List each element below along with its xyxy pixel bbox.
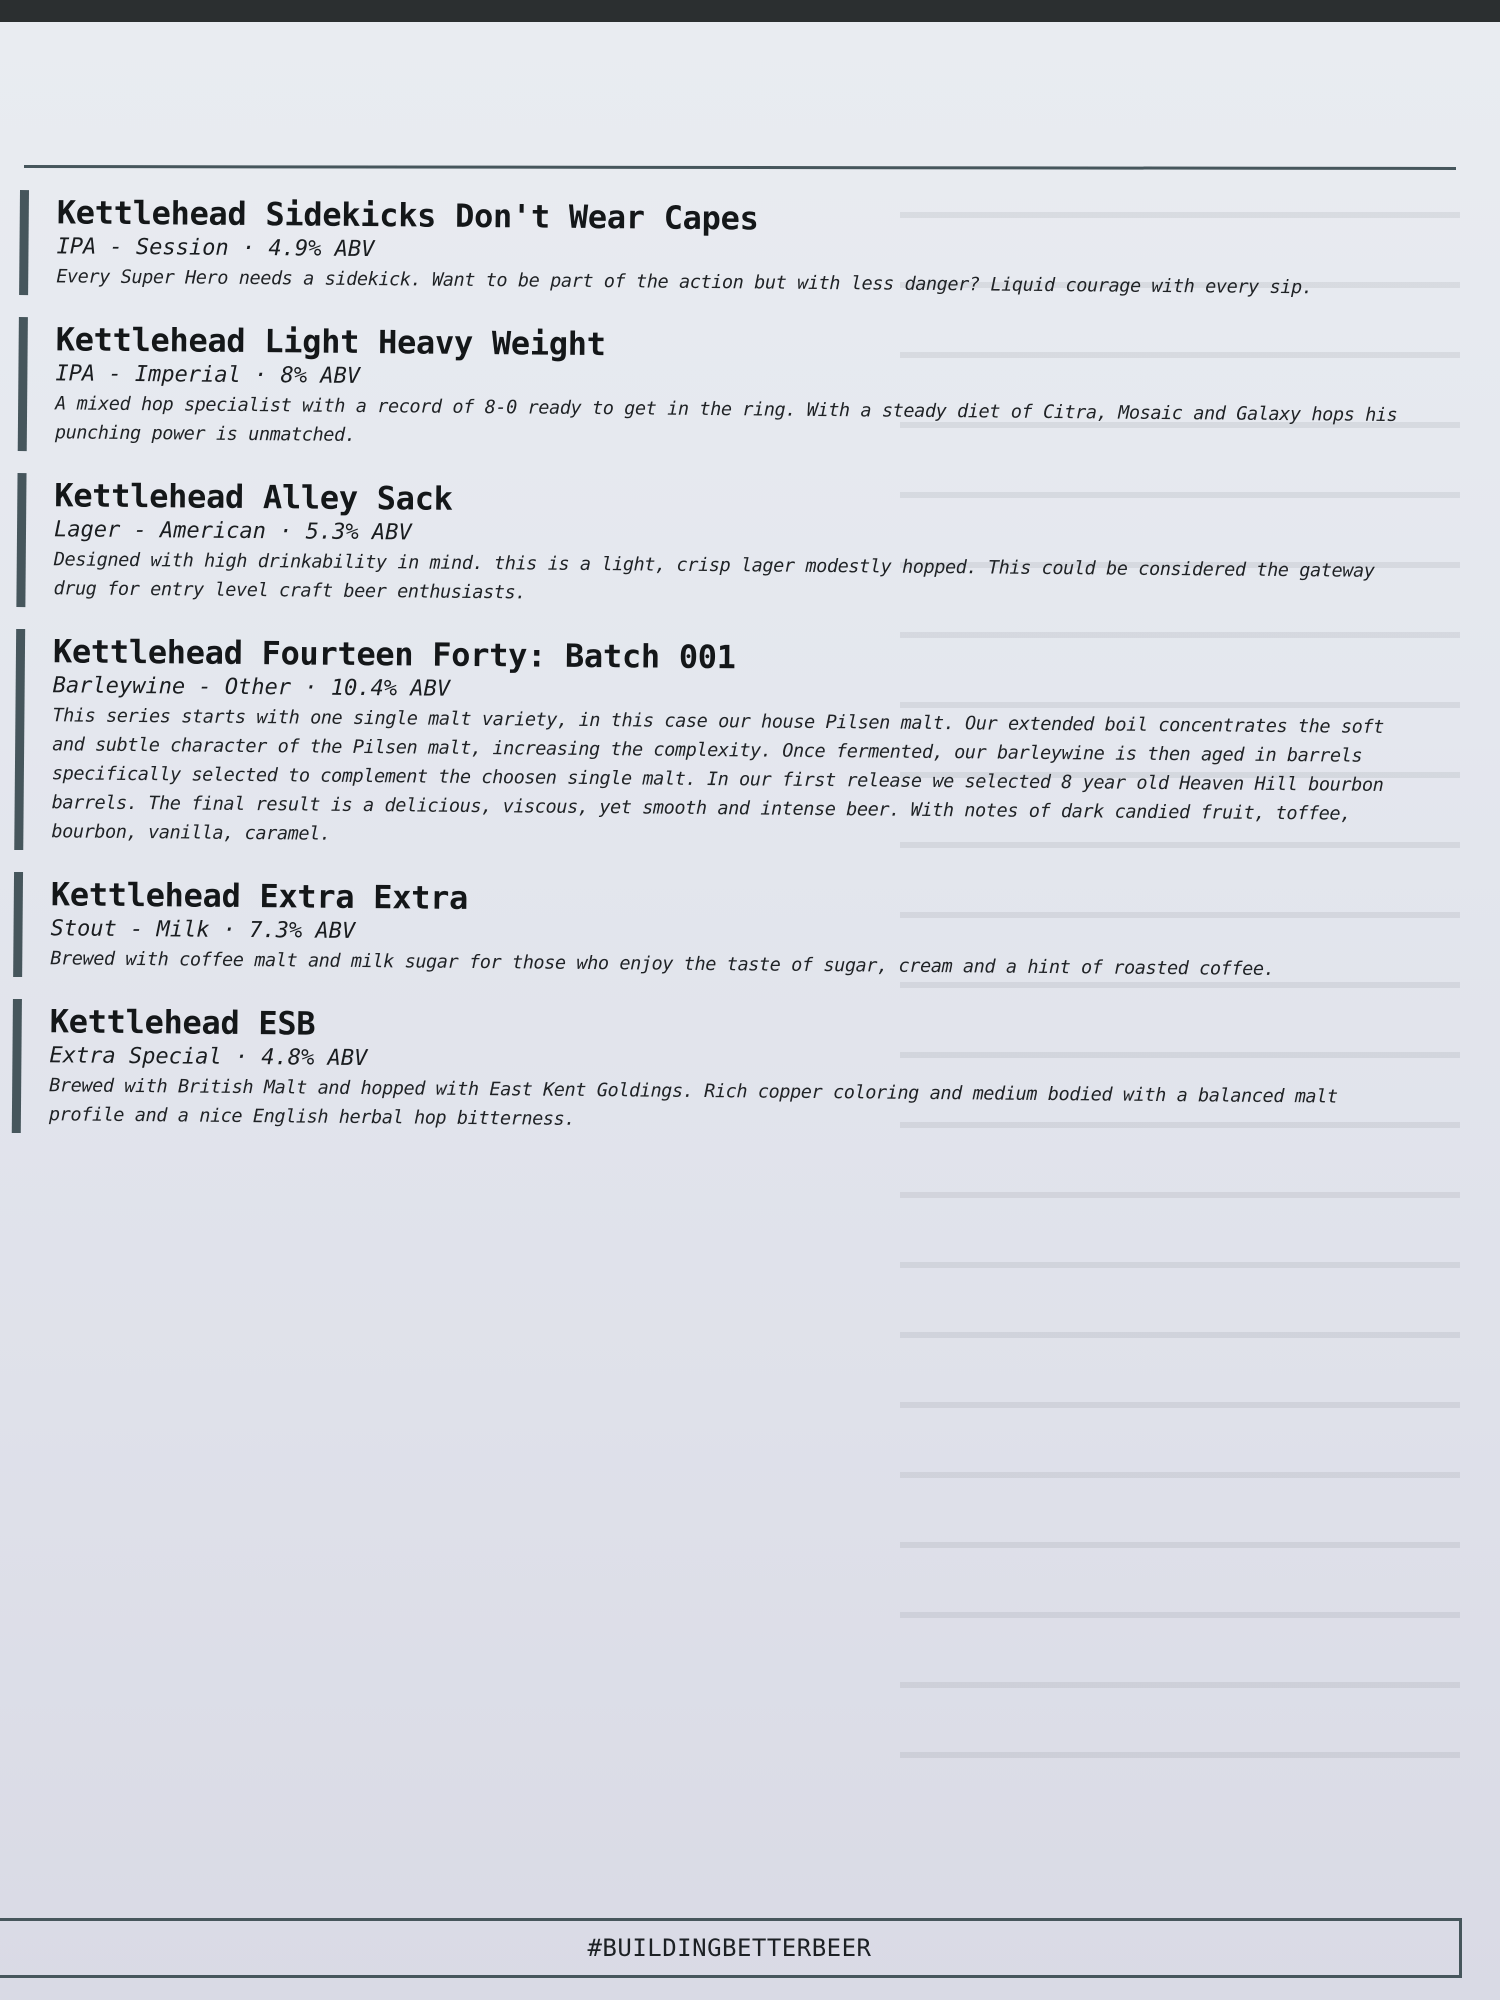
beer-entry	[14, 629, 1436, 862]
beer-description: A mixed hop specialist with a record of 8-0 ready to get in the ring. With a steady diet of Citra, Mosaic and Galaxy hops his punching power is unmatched.	[54, 393, 1398, 446]
beer-style: Lager - American · 5.3% ABV	[53, 517, 412, 546]
beer-style: IPA - Session · 4.9% ABV	[56, 234, 375, 263]
beer-entry	[18, 317, 1439, 463]
beer-name: Kettlehead Sidekicks Don't Wear Capes	[56, 193, 759, 238]
beer-style: IPA - Imperial · 8% ABV	[55, 361, 361, 389]
beer-description: Every Super Hero needs a sidekick. Want to be part of the action but with less danger? Liquid courage with every sip.	[56, 266, 1313, 299]
beer-name: Kettlehead Fourteen Forty: Batch 001	[52, 632, 736, 677]
beer-entry	[13, 872, 1434, 989]
beer-name: Kettlehead Extra Extra	[50, 875, 469, 917]
beer-description: Brewed with coffee malt and milk sugar for those who enjoy the taste of sugar, cream and a hint of roasted coffee.	[50, 948, 1275, 980]
top-divider	[24, 165, 1456, 170]
beer-description: This series starts with one single malt variety, in this case our house Pilsen malt. Our extended boil concentrates the soft and subtle character of the Pilsen malt, increasing the complexity. Once fermented, our barleywine is then aged in barrels specifically selected to complement the choosen single malt. In our first release we selected 8 year old Heaven Hill bourbon barrels. The final result is a delicious, viscous, yet smooth and intense beer. With notes of dark candied fruit, toffee, bourbon, vanilla, caramel.	[51, 705, 1384, 845]
beer-style: Barleywine - Other · 10.4% ABV	[52, 673, 451, 702]
beer-name: Kettlehead ESB	[49, 1002, 316, 1043]
beer-description: Brewed with British Malt and hopped with East Kent Goldings. Rich copper coloring and medium bodied with a balanced malt profile and a nice English herbal hop bitterness.	[48, 1075, 1338, 1130]
beer-entry	[12, 999, 1433, 1145]
beer-style: Stout - Milk · 7.3% ABV	[50, 916, 356, 944]
menu-page	[0, 22, 1500, 2000]
beer-entry	[16, 473, 1437, 619]
footer-hashtag: #BUILDINGBETTERBEER	[587, 1934, 872, 1962]
footer-banner	[0, 1918, 1462, 1978]
beer-description: Designed with high drinkability in mind. this is a light, crisp lager modestly hopped. This could be considered the gateway drug for entry level craft beer enthusiasts.	[53, 549, 1375, 604]
beer-style: Extra Special · 4.8% ABV	[49, 1043, 368, 1072]
beer-name: Kettlehead Light Heavy Weight	[55, 320, 606, 364]
beer-name: Kettlehead Alley Sack	[54, 476, 453, 518]
beer-list	[12, 190, 1440, 1167]
beer-entry	[19, 190, 1440, 307]
